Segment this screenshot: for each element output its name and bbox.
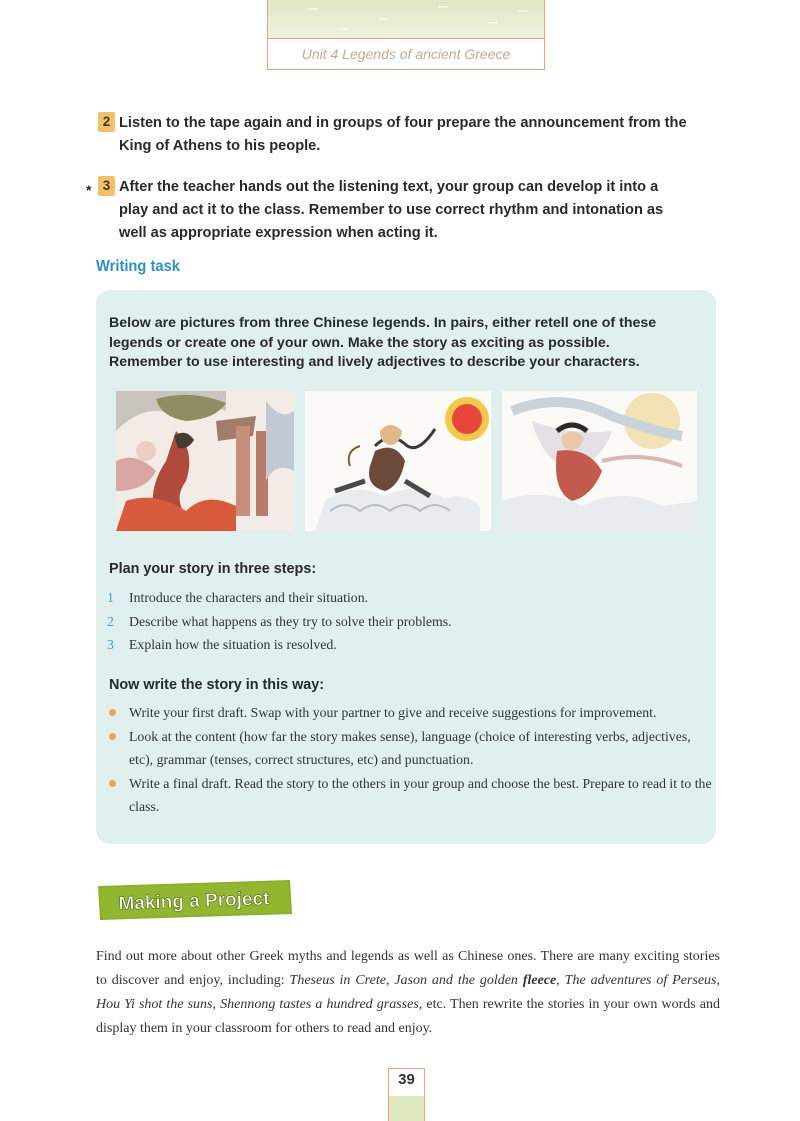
writing-task-instructions [109, 314, 709, 373]
write-heading: Now write the story in this way: [109, 677, 325, 693]
unit-title: Unit 4 Legends of ancient Greece [267, 38, 545, 70]
plan-steps-list [107, 586, 707, 657]
bullet-icon [107, 772, 129, 819]
instruction-line: Below are pictures from three Chinese legends. In pairs, either retell one of these [109, 315, 657, 331]
step-number: 2 [107, 613, 114, 629]
task-text: well as appropriate expression when acting it. [119, 225, 438, 241]
story-title-bold: fleece [522, 973, 557, 988]
bullet-text: Look at the content (how far the story makes sense), language (choice of interesting verbs, adjectives, etc), grammar (tenses, correct structures, etc) and punctuation. [129, 728, 691, 767]
optional-star-icon: * [86, 182, 92, 198]
list-item [107, 701, 712, 725]
task-text: Listen to the tape again and in groups of four prepare the announcement from the [119, 115, 687, 131]
story-title: Jason and the golden [394, 973, 523, 988]
task-text: play and act it to the class. Remember to use correct rhythm and intonation as [119, 202, 664, 218]
list-item [107, 633, 707, 657]
task-number-badge: 2 [98, 112, 115, 132]
legend-illustration-change [502, 391, 697, 531]
plan-heading: Plan your story in three steps: [109, 561, 317, 577]
project-description: Find out more about other Greek myths and legends as well as Chinese ones. There are many exciting stories to discover and enjoy, including: Theseus in Crete, Jason and the golden fleece, The adventures of Perseus, Hou Yi shot the suns, Shennong tastes a hundred grasses, etc. Then rewrite the stories in your own words and display them in your classroom for others to read and enjoy. [96, 949, 721, 1036]
write-steps-list [107, 701, 712, 819]
bullet-text: Write a final draft. Read the story to the others in your group and choose the best. Prepare to read it to the class. [129, 775, 712, 814]
story-title: Theseus in Crete [289, 973, 386, 988]
task-3 [98, 176, 738, 245]
story-title: Hou Yi shot the suns [96, 997, 213, 1012]
bullet-text: Write your first draft. Swap with your partner to give and receive suggestions for improvement. [129, 705, 657, 720]
step-text: Introduce the characters and their situation. [129, 590, 369, 605]
list-item [107, 772, 712, 819]
bullet-icon [107, 725, 129, 772]
step-text: Explain how the situation is resolved. [129, 637, 337, 652]
header-decoration [267, 0, 545, 38]
step-number: 1 [107, 590, 114, 605]
legend-illustration-houyi [305, 391, 491, 531]
list-item [107, 586, 707, 610]
section-title-writing-task: Writing task [96, 258, 180, 275]
task-number-badge: 3 [98, 176, 115, 196]
list-item [107, 610, 707, 634]
bullet-icon [107, 701, 129, 725]
legend-illustration-nuwa [116, 391, 294, 531]
step-number: 3 [107, 637, 114, 652]
page-number: 39 [398, 1071, 415, 1088]
task-text: King of Athens to his people. [119, 138, 321, 154]
story-title: The adventures of Perseus [564, 973, 717, 988]
list-item [107, 725, 712, 772]
story-title: Shennong tastes a hundred grasses [220, 997, 419, 1012]
instruction-line: Remember to use interesting and lively adjectives to describe your characters. [109, 354, 640, 370]
step-text: Describe what happens as they try to solve their problems. [129, 613, 452, 629]
task-2 [98, 112, 738, 158]
banner-label: Making a Project [118, 888, 270, 915]
task-text: After the teacher hands out the listening text, your group can develop it into a [119, 179, 659, 195]
making-a-project-banner [96, 880, 292, 920]
instruction-line: legends or create one of your own. Make the story as exciting as possible. [109, 334, 610, 351]
